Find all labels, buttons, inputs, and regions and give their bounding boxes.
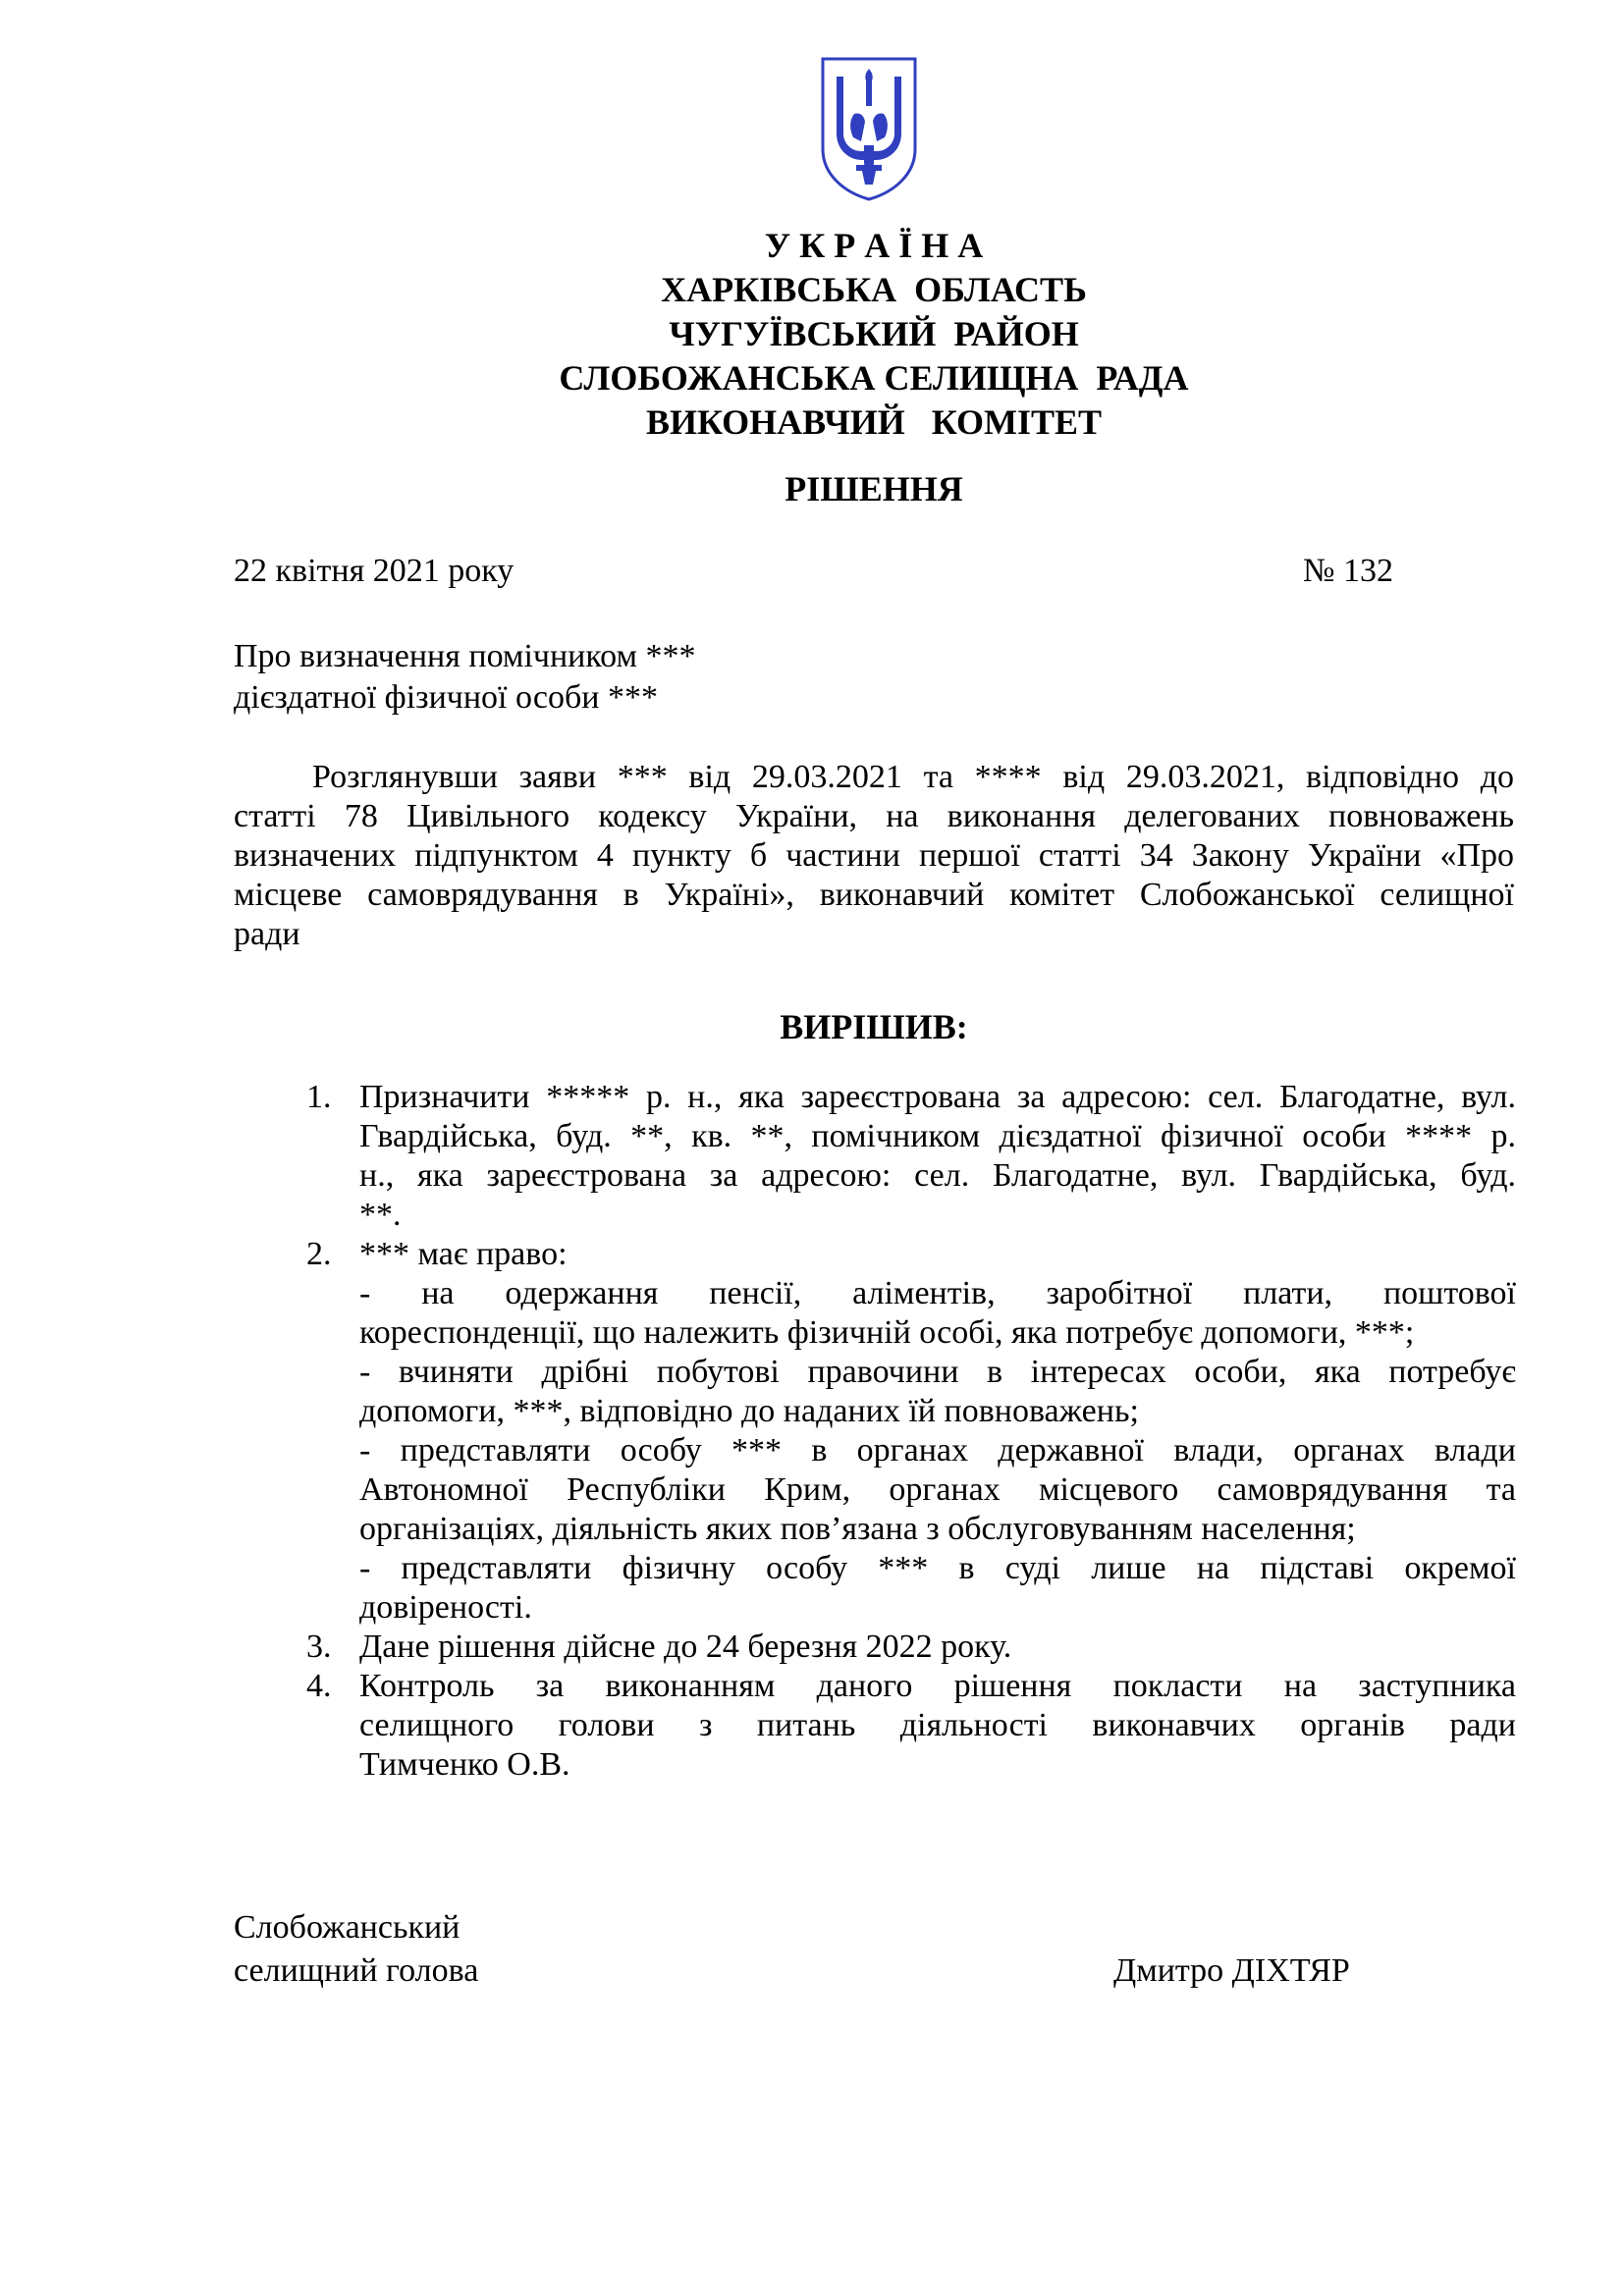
preamble-line: місцеве самоврядування в Україні», виконавчий комітет Слобожанської селищної [234,877,1514,913]
item-line: селищного голови з питань діяльності виконавчих органів ради [359,1707,1516,1743]
coat-of-arms-icon [815,55,923,202]
item-number: 3. [306,1629,332,1665]
item-line: організаціях, діяльність яких пов’язана з обслуговуванням населення; [359,1511,1356,1547]
list-item [234,1628,1516,1667]
item-line: н., яка зареєстрована за адресою: сел. Благодатне, вул. Гвардійська, буд. [359,1157,1516,1194]
item-line: Автономної Республіки Крим, органах місцевого самоврядування та [359,1471,1516,1508]
preamble-line: визначених підпунктом 4 пункту б частини першої статті 34 Закону України «Про [234,837,1514,874]
list-item [234,1235,1516,1628]
item-line: **. [359,1197,402,1233]
item-line: Призначити ***** р. н., яка зареєстрована за адресою: сел. Благодатне, вул. [359,1079,1516,1115]
list-item [234,1078,1516,1235]
signature-title [234,1906,478,1993]
decision-list [234,1078,1516,1785]
preamble-line: ради [234,916,300,952]
item-number: 4. [306,1668,332,1704]
subject-line: дієздатної фізичної особи *** [234,679,658,716]
document-type: РІШЕННЯ [785,469,963,508]
item-line: Тимченко О.В. [359,1746,570,1783]
decided-heading: ВИРІШИВ: [780,1007,968,1046]
item-line: - вчиняти дрібні побутові правочини в інтересах особи, яка потребує [359,1354,1516,1390]
header-region: ХАРКІВСЬКА ОБЛАСТЬ [661,270,1087,309]
item-line: - представляти фізичну особу *** в суді лише на підставі окремої [359,1550,1516,1586]
item-line: кореспонденції, що належить фізичній особі, яка потребує допомоги, ***; [359,1314,1415,1351]
item-line: - на одержання пенсії, аліментів, заробітної плати, поштової [359,1275,1516,1311]
preamble-paragraph [234,758,1514,954]
subject-line: Про визначення помічником *** [234,638,696,674]
signature-title-line: селищний голова [234,1952,479,1989]
document-date: 22 квітня 2021 року [234,553,514,589]
header-district: ЧУГУЇВСЬКИЙ РАЙОН [669,314,1079,353]
list-item [234,1667,1516,1785]
preamble-line: статті 78 Цивільного кодексу України, на виконання делегованих повноважень [234,798,1514,834]
header-country: У К Р А Ї Н А [764,226,984,265]
header-committee: ВИКОНАВЧИЙ КОМІТЕТ [645,402,1103,442]
item-line: допомоги, ***, відповідно до наданих їй повноважень; [359,1393,1139,1429]
document-subject [234,636,696,719]
item-line: - представляти особу *** в органах державної влади, органах влади [359,1432,1516,1468]
item-line: довіреності. [359,1589,532,1626]
item-number: 2. [306,1236,332,1272]
preamble-line: Розглянувши заяви *** від 29.03.2021 та **** від 29.03.2021, відповідно до [312,759,1514,795]
document-number: № 132 [1303,553,1393,589]
signature-title-line: Слобожанський [234,1909,460,1946]
letterhead [0,224,1624,445]
signatory-name: Дмитро ДІХТЯР [1113,1952,1350,1989]
item-line: Дане рішення дійсне до 24 березня 2022 року. [359,1629,1012,1665]
item-line: Контроль за виконанням даного рішення покласти на заступника [359,1668,1516,1704]
item-line: *** має право: [359,1236,568,1272]
header-council: СЛОБОЖАНСЬКА СЕЛИЩНА РАДА [559,358,1189,398]
item-number: 1. [306,1079,332,1115]
item-line: Гвардійська, буд. **, кв. **, помічником дієздатної фізичної особи **** р. [359,1118,1516,1154]
